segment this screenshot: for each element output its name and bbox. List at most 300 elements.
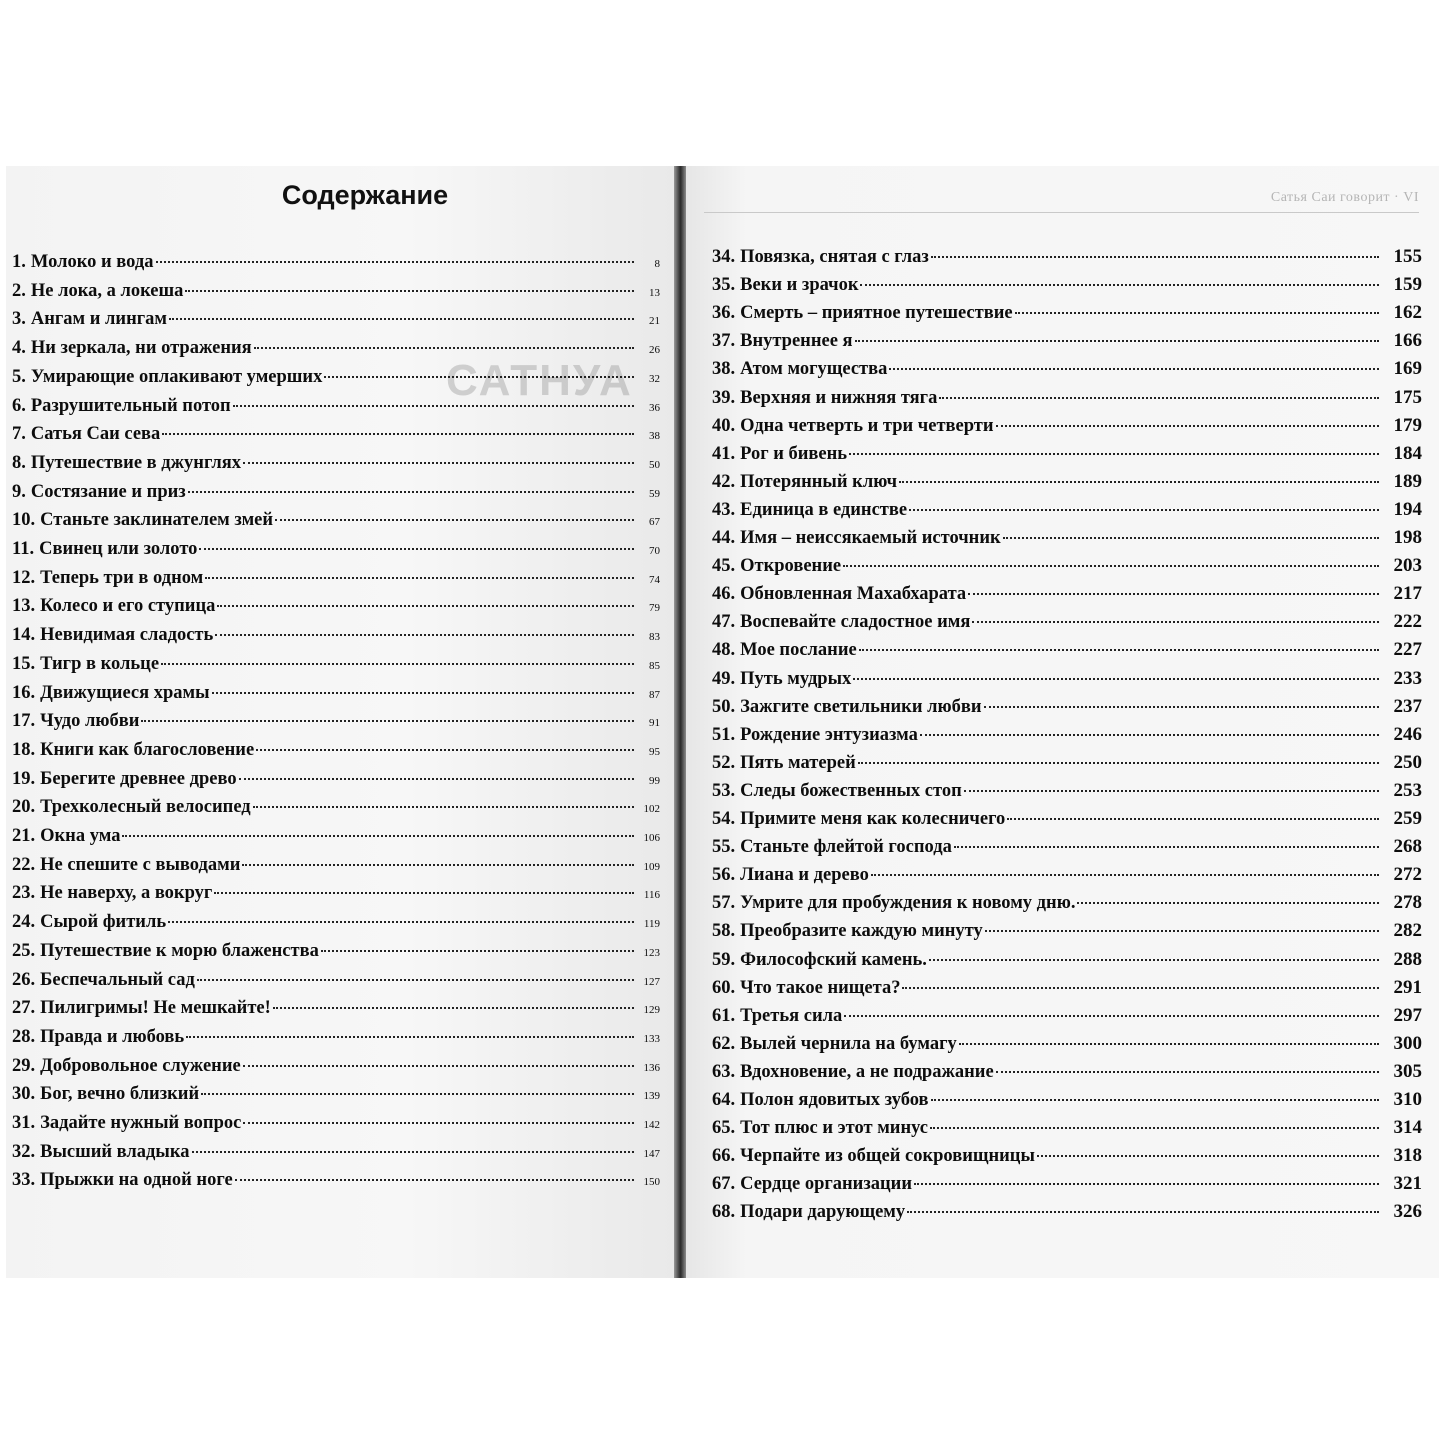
entry-number: 23.: [12, 883, 36, 904]
entry-number: 32.: [12, 1141, 36, 1162]
dot-leader: [253, 806, 634, 808]
entry-page-number: 227: [1393, 639, 1422, 661]
dot-leader: [920, 734, 1379, 736]
toc-entry: [712, 415, 1422, 443]
entry-page-number: 189: [1393, 470, 1422, 492]
dot-leader: [968, 593, 1379, 595]
toc-entry: [712, 949, 1422, 977]
entry-title: Откровение: [740, 556, 842, 577]
dot-leader: [243, 462, 634, 464]
entry-page-number: 8: [654, 258, 660, 270]
entry-page-number: 70: [649, 545, 660, 557]
entry-page-number: 253: [1393, 779, 1422, 801]
entry-number: 29.: [12, 1055, 36, 1076]
entry-number: 15.: [12, 653, 36, 674]
entry-number: 51.: [712, 724, 736, 745]
toc-entry: [712, 1117, 1422, 1145]
entry-page-number: 278: [1393, 892, 1422, 914]
toc-entry: [12, 453, 660, 481]
toc-entry: [12, 309, 660, 337]
entry-title: Рог и бивень: [740, 443, 848, 464]
dot-leader: [996, 1071, 1379, 1073]
entry-number: 28.: [12, 1026, 36, 1047]
entry-page-number: 217: [1393, 583, 1422, 605]
entry-page-number: 169: [1393, 358, 1422, 380]
toc-entry: [712, 920, 1422, 948]
toc-entry: [12, 769, 660, 797]
entry-page-number: 194: [1393, 498, 1422, 520]
dot-leader: [902, 987, 1379, 989]
toc-entry: [712, 443, 1422, 471]
dot-leader: [914, 1183, 1379, 1185]
entry-page-number: 87: [649, 688, 660, 701]
toc-entry: [712, 499, 1422, 527]
entry-page-number: 233: [1393, 667, 1422, 689]
entry-number: 60.: [712, 977, 736, 998]
entry-number: 46.: [712, 584, 736, 605]
toc-entry: [12, 338, 660, 366]
entry-title: Внутреннее я: [740, 331, 853, 352]
toc-entry: [712, 696, 1422, 724]
dot-leader: [984, 706, 1379, 708]
dot-leader: [889, 368, 1379, 370]
entry-page-number: 102: [643, 803, 660, 816]
entry-page-number: 150: [643, 1176, 660, 1189]
dot-leader: [899, 481, 1379, 483]
entry-title: Правда и любовь: [40, 1026, 185, 1047]
entry-title: Пять матерей: [740, 752, 856, 773]
entry-number: 22.: [12, 854, 36, 875]
entry-page-number: 26: [649, 344, 660, 357]
entry-page-number: 136: [643, 1061, 660, 1074]
dot-leader: [217, 605, 634, 607]
entry-page-number: 21: [649, 315, 660, 328]
dot-leader: [909, 509, 1379, 511]
entry-number: 19.: [12, 768, 36, 789]
entry-number: 6.: [12, 395, 26, 416]
entry-page-number: 142: [643, 1119, 660, 1131]
entry-number: 2.: [12, 280, 26, 301]
entry-title: Полон ядовитых зубов: [740, 1090, 929, 1110]
entry-page-number: 300: [1393, 1032, 1422, 1054]
entry-number: 64.: [712, 1090, 736, 1110]
toc-entry: [12, 625, 660, 653]
entry-title: Свинец или золото: [39, 539, 198, 559]
entry-title: Черпайте из общей сокровищницы: [740, 1146, 1035, 1167]
entry-title: Беспечальный сад: [40, 969, 195, 990]
entry-number: 67.: [712, 1174, 736, 1195]
toc-entry: [12, 482, 660, 510]
entry-number: 65.: [712, 1118, 736, 1139]
entry-title: Высший владыка: [40, 1141, 190, 1162]
entry-number: 36.: [712, 303, 736, 324]
entry-title: Что такое нищета?: [740, 977, 901, 998]
toc-entry: [12, 596, 660, 624]
dot-leader: [188, 491, 634, 493]
entry-title: Потерянный ключ: [740, 471, 898, 492]
left-page: [6, 166, 674, 1278]
entry-page-number: 32: [649, 372, 660, 385]
entry-page-number: 184: [1393, 442, 1422, 464]
entry-title: Примите меня как колесничего: [740, 809, 1006, 829]
entry-title: Путешествие в джунглях: [30, 452, 242, 473]
entry-page-number: 79: [649, 602, 660, 615]
dot-leader: [985, 930, 1379, 932]
entry-number: 21.: [12, 826, 36, 846]
dot-leader: [168, 921, 634, 923]
dot-leader: [931, 1099, 1380, 1101]
entry-title: Повязка, снятая с глаз: [740, 247, 929, 267]
dot-leader: [214, 892, 634, 894]
toc-entry: [12, 1056, 660, 1084]
toc-entry: [712, 527, 1422, 555]
entry-page-number: 175: [1393, 386, 1422, 408]
entry-title: Состязание и приз: [30, 481, 186, 502]
book-gutter: [674, 166, 686, 1278]
entry-title: Окна ума: [40, 826, 121, 846]
entry-title: Философский камень.: [740, 949, 927, 970]
entry-page-number: 129: [643, 1004, 660, 1017]
dot-leader: [1007, 818, 1379, 820]
entry-page-number: 237: [1393, 695, 1422, 717]
toc-entry: [712, 752, 1422, 780]
toc-entry: [12, 281, 660, 309]
dot-leader: [243, 1065, 634, 1067]
dot-leader: [199, 548, 634, 550]
running-head: [704, 186, 1419, 213]
dot-leader: [859, 649, 1379, 651]
entry-page-number: 259: [1393, 808, 1422, 829]
toc-entry: [12, 510, 660, 538]
dot-leader: [185, 290, 634, 292]
entry-title: Книги как благословение: [40, 739, 255, 760]
entry-number: 50.: [712, 696, 736, 717]
entry-title: Берегите древнее древо: [40, 768, 237, 789]
entry-title: Верхняя и нижняя тяга: [740, 387, 938, 408]
entry-number: 9.: [12, 481, 26, 502]
entry-page-number: 127: [643, 975, 660, 988]
entry-number: 56.: [712, 865, 736, 886]
entry-title: Прыжки на одной ноге: [40, 1170, 233, 1191]
entry-page-number: 13: [649, 286, 660, 299]
dot-leader: [162, 433, 634, 435]
entry-title: Умирающие оплакивают умерших: [30, 366, 323, 387]
entry-number: 5.: [12, 366, 26, 387]
entry-title: Ангам и лингам: [30, 309, 168, 330]
entry-page-number: 106: [643, 832, 660, 844]
toc-entry: [12, 797, 660, 825]
dot-leader: [843, 565, 1379, 567]
dot-leader: [169, 318, 634, 320]
entry-page-number: 74: [649, 573, 660, 586]
entry-number: 18.: [12, 739, 36, 760]
entry-number: 49.: [712, 668, 736, 689]
entry-number: 61.: [712, 1005, 736, 1026]
entry-number: 52.: [712, 752, 736, 773]
entry-title: Третья сила: [740, 1005, 843, 1026]
right-page: [686, 166, 1439, 1278]
dot-leader: [939, 397, 1379, 399]
entry-title: Сырой фитиль: [40, 912, 167, 933]
entry-title: Разрушительный потоп: [30, 395, 231, 416]
entry-page-number: 133: [643, 1032, 660, 1045]
entry-number: 25.: [12, 940, 36, 961]
toc-entry: [12, 539, 660, 567]
entry-page-number: 147: [643, 1147, 660, 1160]
dot-leader: [201, 1093, 634, 1095]
entry-page-number: 291: [1393, 976, 1422, 998]
entry-page-number: 155: [1393, 246, 1422, 267]
entry-title: Подари дарующему: [740, 1202, 906, 1223]
dot-leader: [156, 261, 635, 263]
entry-number: 62.: [712, 1033, 736, 1054]
toc-entry: [12, 855, 660, 883]
toc-entry: [12, 424, 660, 452]
entry-title: Обновленная Махабхарата: [740, 584, 967, 605]
dot-leader: [931, 256, 1379, 258]
dot-leader: [959, 1043, 1379, 1045]
entry-number: 63.: [712, 1061, 736, 1082]
entry-page-number: 36: [649, 401, 660, 414]
toc-entry: [712, 1145, 1422, 1173]
entry-page-number: 166: [1393, 330, 1422, 352]
dot-leader: [964, 790, 1379, 792]
entry-page-number: 314: [1393, 1117, 1422, 1139]
entry-number: 27.: [12, 998, 36, 1019]
entry-page-number: 282: [1393, 920, 1422, 942]
entry-title: Сатья Саи сева: [30, 424, 161, 445]
toc-entry: [12, 1084, 660, 1112]
toc-entry: [712, 864, 1422, 892]
toc-entry: [12, 396, 660, 424]
entry-title: Зажгите светильники любви: [740, 696, 982, 717]
entry-number: 47.: [712, 612, 736, 633]
entry-title: Сердце организации: [740, 1174, 912, 1195]
entry-title: Следы божественных стоп: [740, 780, 962, 801]
entry-number: 40.: [712, 415, 736, 436]
entry-title: Преобразите каждую минуту: [740, 921, 983, 942]
dot-leader: [1003, 537, 1379, 539]
entry-number: 44.: [712, 528, 736, 548]
entry-number: 3.: [12, 309, 26, 330]
toc-entry: [12, 1142, 660, 1170]
dot-leader: [205, 577, 634, 579]
entry-page-number: 321: [1393, 1173, 1422, 1195]
entry-number: 24.: [12, 912, 36, 933]
entry-title: Не лока, а локеша: [30, 280, 184, 301]
entry-page-number: 123: [643, 946, 660, 959]
entry-page-number: 119: [643, 918, 660, 931]
entry-number: 48.: [712, 640, 736, 661]
dot-leader: [1077, 902, 1379, 904]
toc-entry: [712, 724, 1422, 752]
dot-leader: [243, 1122, 634, 1124]
running-head-text: Сатья Саи говорит · VI: [1270, 190, 1419, 205]
toc-entry: [12, 1113, 660, 1141]
entry-number: 43.: [712, 499, 736, 520]
dot-leader: [860, 284, 1379, 286]
toc-entry: [12, 1027, 660, 1055]
entry-title: Ни зеркала, ни отражения: [30, 338, 252, 359]
toc-title: Содержание: [281, 180, 449, 210]
entry-page-number: 139: [643, 1090, 660, 1103]
toc-entry: [712, 611, 1422, 639]
entry-number: 7.: [12, 424, 26, 445]
entry-page-number: 222: [1393, 611, 1422, 633]
entry-title: Не наверху, а вокруг: [40, 883, 213, 904]
entry-title: Путь мудрых: [740, 668, 852, 689]
entry-page-number: 268: [1393, 836, 1422, 858]
entry-title: Рождение энтузиазма: [740, 724, 918, 745]
entry-page-number: 326: [1393, 1201, 1422, 1223]
toc-entry: [712, 1173, 1422, 1201]
entry-title: Добровольное служение: [40, 1055, 241, 1076]
dot-leader: [233, 405, 634, 407]
dot-leader: [239, 778, 634, 780]
toc-entry: [712, 555, 1422, 583]
entry-title: Теперь три в одном: [40, 567, 204, 588]
entry-title: Колесо и его ступица: [40, 596, 216, 617]
entry-number: 8.: [12, 452, 26, 473]
entry-title: Молоко и вода: [30, 252, 154, 272]
dot-leader: [871, 874, 1379, 876]
toc-entry: [712, 246, 1422, 274]
entry-title: Чудо любви: [40, 711, 140, 732]
toc-entry: [712, 668, 1422, 696]
dot-leader: [192, 1151, 635, 1153]
entry-number: 4.: [12, 338, 26, 359]
entry-page-number: 50: [649, 458, 660, 471]
entry-page-number: 297: [1393, 1004, 1422, 1026]
entry-number: 45.: [712, 556, 736, 577]
entry-title: Невидимая сладость: [40, 625, 214, 646]
dot-leader: [141, 720, 634, 722]
entry-title: Умрите для пробуждения к новому дню.: [740, 893, 1076, 914]
entry-page-number: 85: [649, 659, 660, 672]
toc-entry: [12, 998, 660, 1026]
book-spread: [6, 166, 1439, 1278]
entry-number: 31.: [12, 1113, 36, 1133]
entry-number: 35.: [712, 275, 736, 296]
entry-page-number: 116: [643, 889, 660, 902]
dot-leader: [186, 1036, 634, 1038]
dot-leader: [161, 663, 634, 665]
entry-number: 58.: [712, 921, 736, 942]
entry-number: 38.: [712, 359, 736, 380]
toc-entry: [712, 1089, 1422, 1117]
dot-leader: [215, 634, 634, 636]
entry-title: Трехколесный велосипед: [40, 797, 251, 818]
toc-entry: [12, 683, 660, 711]
entry-page-number: 318: [1393, 1145, 1422, 1167]
toc-entry: [712, 1201, 1422, 1229]
dot-leader: [849, 453, 1379, 455]
entry-title: Станьте флейтой господа: [740, 837, 952, 858]
show-through-text: САТНУА: [446, 356, 633, 405]
entry-number: 54.: [712, 809, 736, 829]
entry-title: Одна четверть и три четверти: [740, 415, 994, 436]
entry-page-number: 99: [649, 774, 660, 787]
dot-leader: [1037, 1155, 1379, 1157]
entry-number: 16.: [12, 682, 36, 703]
dot-leader: [321, 950, 634, 952]
entry-title: Веки и зрачок: [740, 275, 859, 296]
dot-leader: [212, 692, 634, 694]
entry-number: 13.: [12, 596, 36, 617]
entry-page-number: 246: [1393, 723, 1422, 745]
entry-number: 66.: [712, 1146, 736, 1167]
dot-leader: [256, 749, 634, 751]
toc-entry: [712, 1061, 1422, 1089]
entry-page-number: 162: [1393, 302, 1422, 324]
entry-page-number: 310: [1393, 1089, 1422, 1110]
toc-entry: [712, 274, 1422, 302]
toc-entry: [12, 252, 660, 280]
entry-page-number: 203: [1393, 555, 1422, 577]
toc-entry: [712, 1005, 1422, 1033]
dot-leader: [324, 376, 634, 378]
dot-leader: [254, 347, 634, 349]
entry-number: 11.: [12, 539, 35, 559]
entry-page-number: 95: [649, 745, 660, 758]
entry-number: 26.: [12, 969, 36, 990]
dot-leader: [1015, 312, 1379, 314]
entry-page-number: 83: [649, 631, 660, 644]
entry-number: 42.: [712, 471, 736, 492]
entry-number: 37.: [712, 331, 736, 352]
entry-page-number: 179: [1393, 414, 1422, 436]
entry-title: Вылей чернила на бумагу: [740, 1033, 957, 1054]
toc-entry: [712, 1033, 1422, 1061]
entry-number: 17.: [12, 711, 36, 732]
entry-title: Имя – неиссякаемый источник: [740, 528, 1001, 548]
toc-entry: [712, 330, 1422, 358]
entry-page-number: 305: [1393, 1060, 1422, 1082]
toc-entry: [712, 780, 1422, 808]
toc-entry: [12, 883, 660, 911]
toc-entry: [12, 826, 660, 854]
entry-number: 59.: [712, 949, 736, 970]
dot-leader: [858, 762, 1379, 764]
entry-title: Единица в единстве: [740, 499, 908, 520]
entry-number: 33.: [12, 1170, 36, 1191]
dot-leader: [273, 1007, 634, 1009]
toc-entry: [12, 740, 660, 768]
dot-leader: [930, 1127, 1379, 1129]
entry-title: Путешествие к морю блаженства: [40, 940, 319, 961]
entry-page-number: 91: [649, 717, 660, 730]
toc-entry: [12, 367, 660, 395]
toc-entry: [12, 912, 660, 940]
entry-title: Не спешите с выводами: [40, 854, 241, 875]
entry-title: Мое послание: [740, 640, 857, 661]
toc-entry: [712, 808, 1422, 836]
dot-leader: [122, 835, 634, 837]
entry-number: 14.: [12, 625, 36, 646]
entry-number: 53.: [712, 780, 736, 801]
dot-leader: [853, 678, 1379, 680]
toc-entry: [12, 941, 660, 969]
toc-entry: [712, 302, 1422, 330]
entry-title: Движущиеся храмы: [40, 682, 210, 703]
entry-page-number: 159: [1393, 274, 1422, 296]
entry-number: 20.: [12, 797, 36, 818]
entry-number: 55.: [712, 837, 736, 858]
dot-leader: [275, 519, 634, 521]
entry-page-number: 38: [649, 430, 660, 443]
entry-number: 41.: [712, 443, 736, 464]
toc-entry: [712, 358, 1422, 386]
